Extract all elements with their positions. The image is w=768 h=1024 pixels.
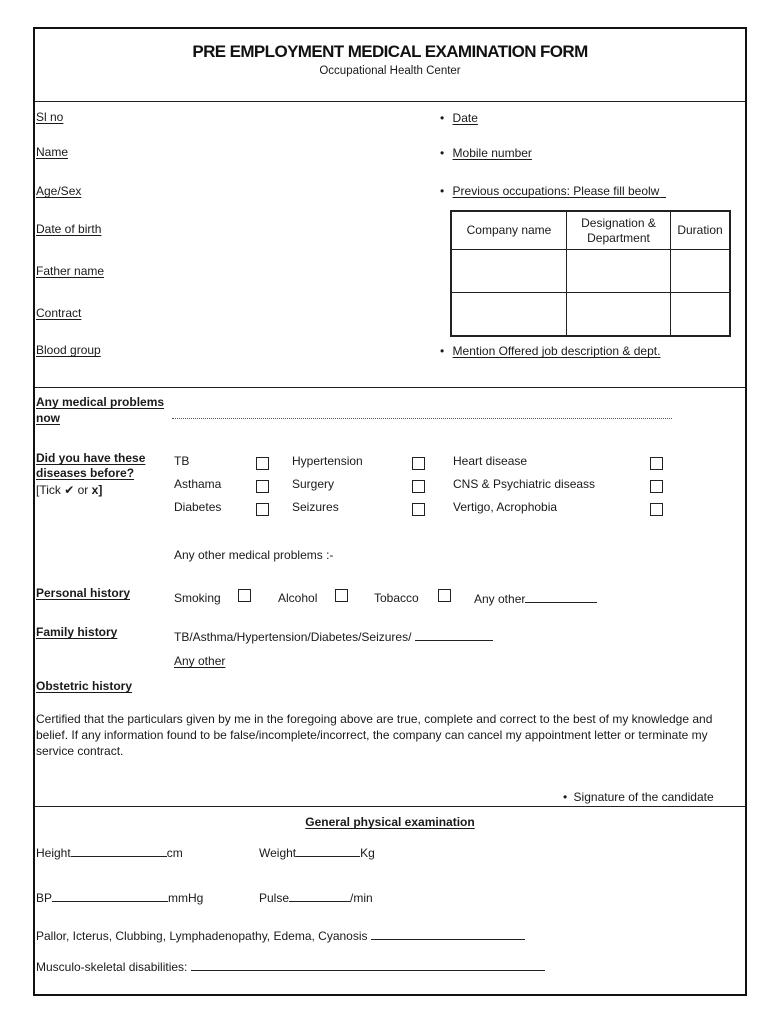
table-row [451, 250, 730, 293]
tobacco-label: Tobacco [374, 591, 419, 605]
disease-label-cns: CNS & Psychiatric diseass [453, 477, 596, 491]
checkbox-diabetes[interactable] [256, 503, 269, 516]
bullet-icon: • [440, 146, 445, 160]
checkbox-heart-disease[interactable] [650, 457, 663, 470]
field-blood-group[interactable]: Blood group [36, 343, 101, 357]
field-mobile-label: Mobile number [452, 146, 532, 160]
current-problems-label-2: now [36, 411, 60, 425]
check-icon: ✔ [64, 483, 75, 497]
checkbox-tobacco[interactable] [438, 589, 451, 602]
disease-label-tb: TB [174, 454, 190, 468]
clinical-signs-input[interactable] [371, 928, 525, 940]
smoking-label: Smoking [174, 591, 221, 605]
field-sl-no[interactable]: Sl no [36, 110, 64, 124]
declaration-text: Certified that the particulars given by me in the foregoing above are true, complete and correct to the best of my knowledge and belief. If any information found to be false/incomplete/incorrect, the company can cancel my appointment letter or terminate my service contract. [36, 712, 713, 758]
disease-label-vertigo: Vertigo, Acrophobia [453, 500, 558, 514]
checkbox-vertigo[interactable] [650, 503, 663, 516]
obstetric-history-label: Obstetric history [36, 679, 133, 693]
cell-designation[interactable] [567, 250, 671, 293]
col-header-company: Company name [451, 211, 567, 250]
offered-job-label: Mention Offered job description & dept. [452, 344, 661, 358]
field-date[interactable] [440, 111, 478, 125]
cell-designation[interactable] [567, 293, 671, 337]
family-other-label[interactable]: Any other [174, 654, 226, 668]
checkbox-alcohol[interactable] [335, 589, 348, 602]
bullet-icon: • [563, 790, 568, 804]
other-problems-label: Any other medical problems :- [174, 548, 334, 562]
musculo-skeletal-input[interactable] [191, 959, 545, 971]
weight-field[interactable]: Weight Kg [259, 846, 375, 860]
disease-label-hypertension: Hypertension [292, 454, 363, 468]
height-input[interactable] [71, 845, 167, 857]
disease-label-surgery: Surgery [292, 477, 335, 491]
pulse-field[interactable]: Pulse /min [259, 891, 373, 905]
personal-other-input[interactable] [525, 591, 597, 603]
field-father-name[interactable]: Father name [36, 264, 105, 278]
bullet-icon: • [440, 111, 445, 125]
field-previous-occupations [440, 184, 666, 198]
current-problems-input[interactable] [172, 418, 672, 419]
checkbox-seizures[interactable] [412, 503, 425, 516]
section-divider [35, 806, 745, 807]
alcohol-label: Alcohol [278, 591, 318, 605]
height-field[interactable]: Height cm [36, 846, 183, 860]
field-name[interactable]: Name [36, 145, 69, 159]
signature-field[interactable] [563, 790, 714, 804]
field-age-sex[interactable]: Age/Sex [36, 184, 82, 198]
bullet-icon: • [440, 344, 445, 358]
cell-company[interactable] [451, 293, 567, 337]
disease-label-diabetes: Diabetes [174, 500, 222, 514]
cross-icon: x [91, 483, 99, 497]
musculo-skeletal-field[interactable]: Musculo-skeletal disabilities: [36, 959, 545, 974]
field-contract[interactable]: Contract [36, 306, 82, 320]
bullet-icon: • [440, 184, 445, 198]
disease-label-heart-disease: Heart disease [453, 454, 528, 468]
occupations-table [450, 210, 731, 337]
form-title: PRE EMPLOYMENT MEDICAL EXAMINATION FORM [192, 42, 588, 61]
field-date-of-birth[interactable]: Date of birth [36, 222, 102, 236]
cell-company[interactable] [451, 250, 567, 293]
field-offered-job[interactable] [440, 344, 660, 358]
personal-other-field[interactable]: Any other [474, 591, 597, 606]
disease-label-asthama: Asthama [174, 477, 222, 491]
family-history-label: Family history [36, 625, 118, 639]
checkbox-surgery[interactable] [412, 480, 425, 493]
checkbox-hypertension[interactable] [412, 457, 425, 470]
family-history-input[interactable] [415, 629, 493, 641]
col-header-designation: Designation & Department [567, 211, 671, 250]
form-subtitle: Occupational Health Center [319, 65, 461, 77]
checkbox-smoking[interactable] [238, 589, 251, 602]
cell-duration[interactable] [671, 293, 731, 337]
cell-duration[interactable] [671, 250, 731, 293]
clinical-signs-field[interactable]: Pallor, Icterus, Clubbing, Lymphadenopathy, Edema, Cyanosis [36, 928, 525, 943]
tick-hint: [Tick ✔ or x] [36, 483, 103, 497]
past-diseases-label: Did you have these [36, 451, 146, 465]
disease-label-seizures: Seizures [292, 500, 339, 514]
pulse-input[interactable] [289, 890, 350, 902]
bp-field[interactable]: BP mmHg [36, 891, 204, 905]
signature-label: Signature of the candidate [573, 790, 714, 804]
checkbox-tb[interactable] [256, 457, 269, 470]
col-header-duration: Duration [671, 211, 731, 250]
header-divider [35, 101, 745, 102]
current-problems-label: Any medical problems [36, 395, 165, 409]
table-header-row [451, 211, 730, 250]
previous-occupations-label: Previous occupations: Please fill beolw [452, 184, 660, 198]
checkbox-asthama[interactable] [256, 480, 269, 493]
field-date-label: Date [452, 111, 478, 125]
bp-input[interactable] [52, 890, 168, 902]
section-divider [35, 387, 745, 388]
field-mobile-number[interactable] [440, 146, 532, 160]
family-history-field[interactable]: TB/Asthma/Hypertension/Diabetes/Seizures/ [174, 629, 493, 644]
weight-input[interactable] [296, 845, 360, 857]
physical-exam-title: General physical examination [305, 815, 475, 829]
personal-history-label: Personal history [36, 586, 131, 600]
past-diseases-label-2: diseases before? [36, 466, 135, 480]
table-row [451, 293, 730, 337]
checkbox-cns[interactable] [650, 480, 663, 493]
